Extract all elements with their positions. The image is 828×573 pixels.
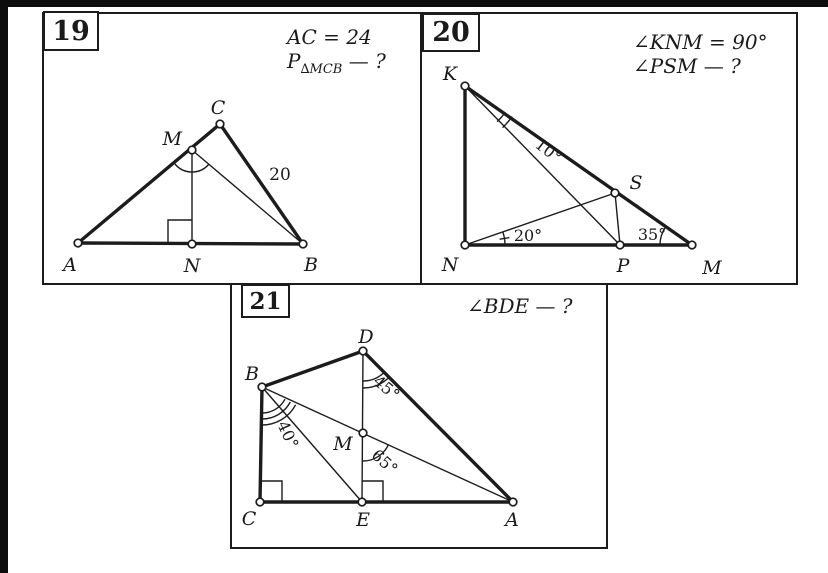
vertex-label-d: D [358, 326, 374, 348]
vertex-label-m: M [162, 128, 182, 150]
scan-edge-left [0, 0, 8, 573]
vertex-label-n: N [183, 255, 201, 277]
vertex-label-e: E [356, 509, 370, 531]
scan-edge-top [0, 0, 828, 7]
angle-value-m: 35° [637, 225, 667, 244]
angle-value-m: 65° [367, 445, 402, 479]
question-angle-bde: ∠BDE — ? [467, 294, 573, 318]
question-angle-psm: ∠PSM — ? [633, 54, 741, 78]
vertex-label-c: C [241, 508, 257, 530]
vertex-dot-a [74, 239, 82, 247]
vertex-dot-p [616, 241, 624, 249]
vertex-label-m: M [333, 433, 353, 455]
vertex-dot-a [509, 498, 517, 506]
vertex-dot-n [188, 240, 196, 248]
vertex-dot-d [359, 347, 367, 355]
vertex-dot-k [461, 82, 469, 90]
vertex-label-k: K [442, 63, 458, 85]
angle-value-b: 40° [273, 417, 303, 452]
perimeter-subscript: ∆MCB [300, 62, 343, 77]
segment-km [465, 86, 692, 245]
perimeter-symbol: P [287, 49, 301, 73]
problem-21-number: 21 [241, 284, 290, 318]
vertex-dot-m [188, 146, 196, 154]
vertex-label-a: A [505, 509, 519, 531]
vertex-dot-m [359, 429, 367, 437]
segment-sp [615, 193, 620, 245]
segment-de [362, 351, 363, 502]
right-angle-mark-n [168, 220, 192, 244]
right-angle-mark-e [363, 481, 384, 502]
vertex-dot-m [688, 241, 696, 249]
angle-arc-b-1 [262, 399, 286, 413]
vertex-dot-e [358, 498, 366, 506]
vertex-dot-c [216, 120, 224, 128]
vertex-label-b: B [304, 254, 318, 276]
vertex-label-b: B [245, 363, 259, 385]
angle-tick-n [500, 238, 510, 240]
angle-hatch-k-2 [503, 117, 513, 128]
problem-20-statement [633, 30, 768, 78]
vertex-dot-b [299, 240, 307, 248]
segment-ac [78, 124, 220, 243]
problem-20-number: 20 [422, 13, 480, 52]
problem-19-statement [287, 25, 386, 82]
question-mark: — ? [342, 49, 386, 73]
side-length-label-cb: 20 [269, 165, 291, 185]
vertex-label-p: P [616, 255, 630, 277]
angle-hatch-k-1 [497, 112, 505, 122]
vertex-label-s: S [629, 172, 643, 194]
vertex-dot-s [611, 189, 619, 197]
given-angle-knm: ∠KNM = 90° [633, 30, 768, 54]
vertex-dot-b [258, 383, 266, 391]
vertex-label-a: A [63, 254, 77, 276]
triangle-diagram-21 [232, 285, 604, 545]
vertex-dot-n [461, 241, 469, 249]
problem-19-number: 19 [43, 11, 99, 51]
vertex-dot-c [256, 498, 264, 506]
given-ac-length: AC = 24 [287, 25, 372, 49]
angle-value-n: 20° [513, 226, 543, 245]
segment-bc [260, 387, 262, 502]
vertex-label-m: M [702, 257, 722, 279]
vertex-label-c: C [210, 97, 226, 119]
angle-value-d: 45° [369, 371, 404, 405]
right-angle-mark-c [261, 481, 282, 502]
angle-value-k: 10° [531, 134, 566, 167]
segment-kp [465, 86, 620, 245]
question-perimeter [287, 49, 386, 82]
vertex-label-n: N [441, 254, 459, 276]
segment-bd [262, 351, 363, 387]
problem-21-statement [467, 294, 573, 318]
